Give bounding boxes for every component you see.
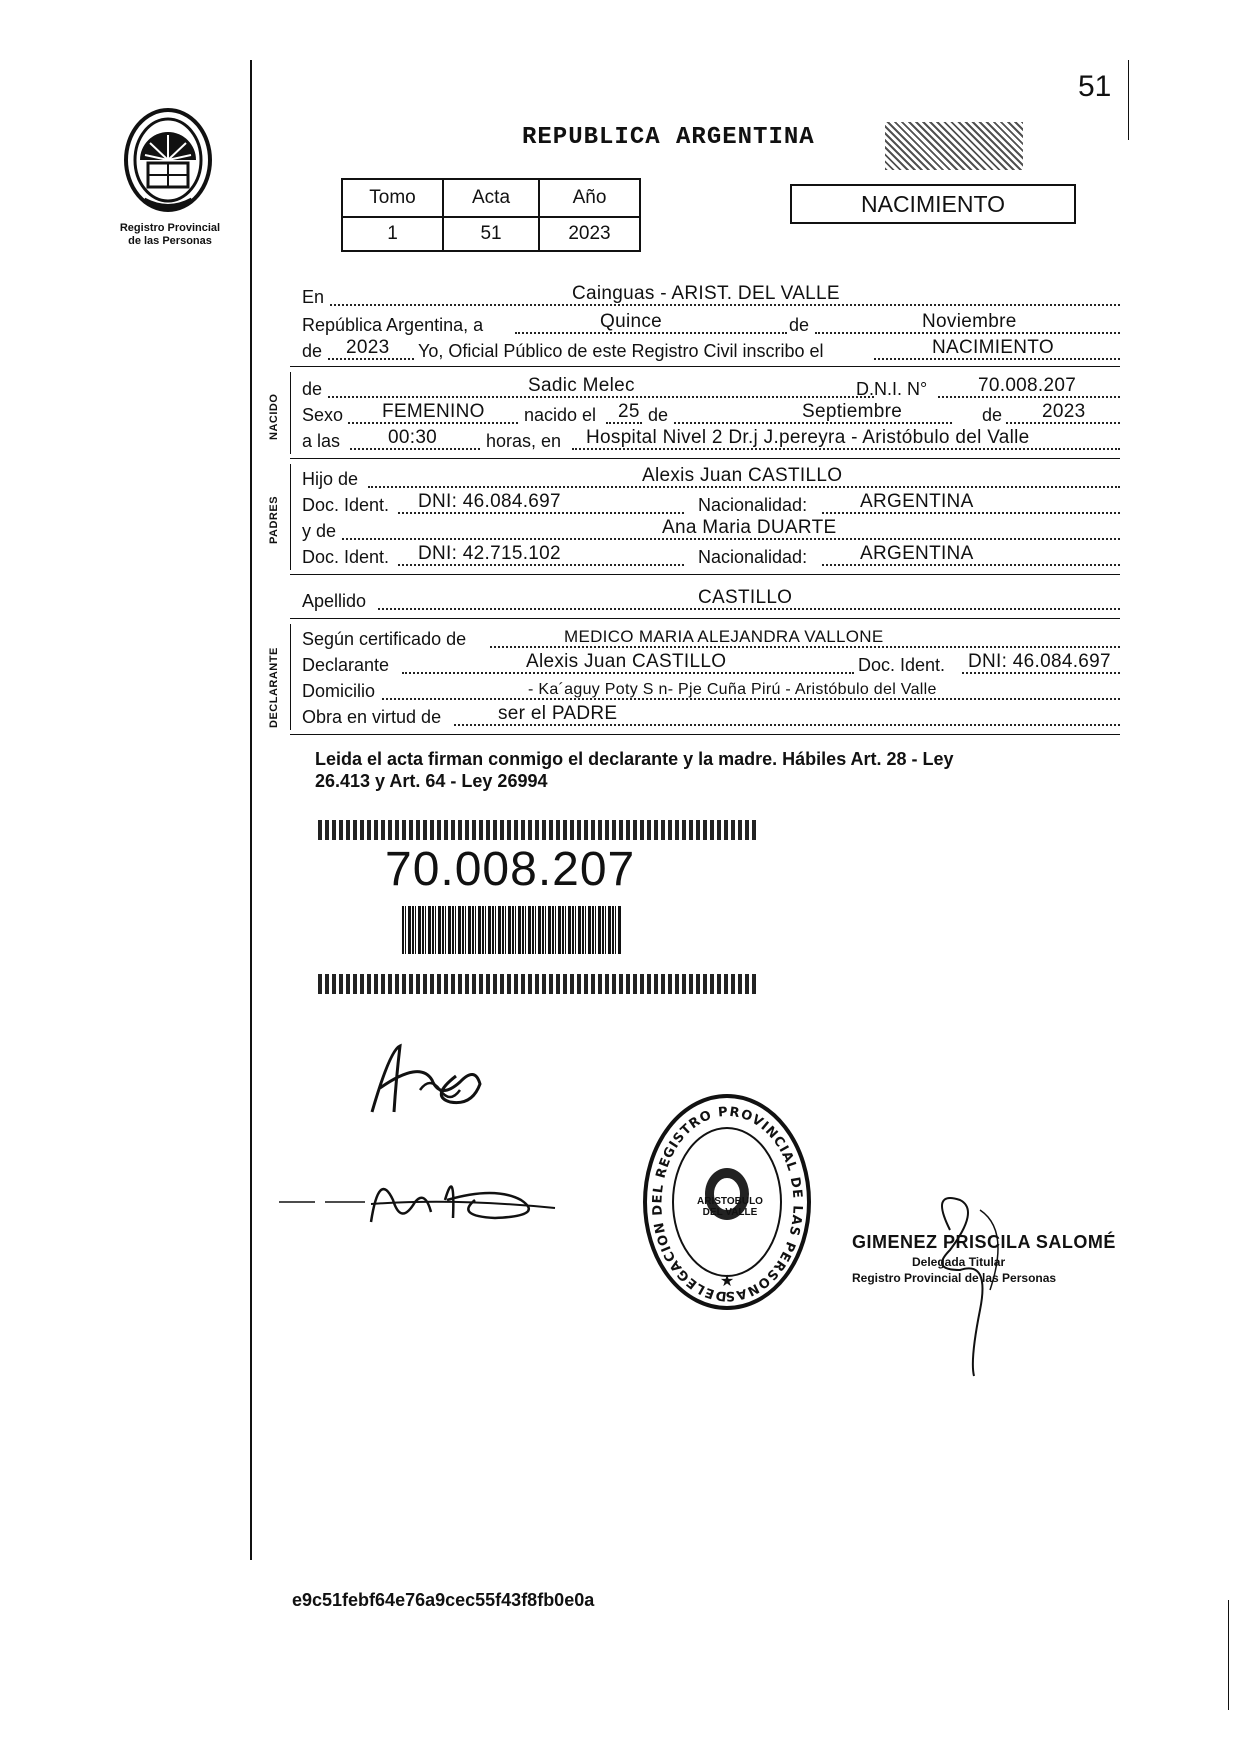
label-republic: República Argentina, a — [302, 315, 484, 335]
label-de: de — [302, 379, 323, 399]
label-nac2: Nacionalidad: — [698, 547, 808, 567]
logo-caption-line2: de las Personas — [128, 235, 212, 247]
value-mother-name: Ana Maria DUARTE — [662, 517, 837, 538]
label-declarante: Declarante — [302, 655, 390, 675]
table-header-ano: Año — [539, 179, 640, 217]
label-de1: de — [789, 315, 810, 335]
value-place: Hospital Nivel 2 Dr.j J.pereyra - Aristóbulo del Valle — [586, 427, 1030, 448]
table-header-acta: Acta — [443, 179, 539, 217]
logo-caption-line1: Registro Provincial — [119, 222, 221, 234]
row-nacido-time — [302, 426, 1120, 454]
label-decl-doc: Doc. Ident. — [858, 655, 946, 675]
label-obra: Obra en virtud de — [302, 707, 442, 727]
value-child-dni: 70.008.207 — [978, 375, 1077, 396]
value-father-nat: ARGENTINA — [860, 491, 974, 512]
row-declarante — [302, 650, 1120, 678]
value-father-doc: DNI: 46.084.697 — [418, 491, 561, 512]
country-title: REPUBLICA ARGENTINA — [522, 124, 815, 151]
official-title: Delegada Titular — [912, 1255, 1006, 1269]
right-margin-line-lower — [1228, 1600, 1229, 1710]
table-value-tomo: 1 — [342, 217, 443, 251]
value-time: 00:30 — [388, 427, 438, 448]
row-en — [302, 282, 1120, 310]
value-act: NACIMIENTO — [932, 337, 1054, 358]
value-cert: MEDICO MARIA ALEJANDRA VALLONE — [564, 627, 884, 646]
value-en: Cainguas - ARIST. DEL VALLE — [572, 283, 840, 304]
province-emblem-icon — [118, 105, 218, 220]
row-year — [302, 336, 1120, 364]
barcode — [402, 906, 622, 954]
document-hash: e9c51febf64e76a9cec55f43f8fb0e0a — [292, 1590, 595, 1610]
table-value-ano: 2023 — [539, 217, 640, 251]
label-horas: horas, en — [486, 431, 562, 451]
label-apellido: Apellido — [302, 591, 367, 611]
registry-table-row — [342, 217, 640, 251]
security-stamp — [885, 122, 1023, 170]
label-doc1: Doc. Ident. — [302, 495, 390, 515]
value-mother-nat: ARGENTINA — [860, 543, 974, 564]
row-mother-doc — [302, 542, 1120, 570]
stamp-pattern-bottom — [318, 974, 758, 994]
label-nac1: Nacionalidad: — [698, 495, 808, 515]
stamp-pattern-top — [318, 820, 758, 840]
row-domicilio — [302, 676, 1120, 704]
section-nacido-label: NACIDO — [268, 393, 280, 440]
officer-text: Yo, Oficial Público de este Registro Civil inscribo el — [418, 341, 824, 361]
value-sexo: FEMENINO — [382, 401, 485, 422]
value-obra: ser el PADRE — [498, 703, 618, 724]
table-value-acta: 51 — [443, 217, 539, 251]
seal-inner-text: ARISTOBULO DEL VALLE — [697, 1196, 763, 1218]
value-day: Quince — [600, 311, 663, 332]
province-logo — [118, 105, 218, 220]
doc-type: NACIMIENTO — [861, 191, 1005, 217]
label-domicilio: Domicilio — [302, 681, 376, 701]
value-declarante: Alexis Juan CASTILLO — [526, 651, 727, 672]
official-signature — [920, 1190, 1040, 1380]
value-birth-year: 2023 — [1042, 401, 1086, 422]
row-nacido-name — [302, 374, 1120, 402]
official-name: GIMENEZ PRISCILA SALOMÉ — [852, 1232, 1116, 1252]
closing-line1: Leida el acta firman conmigo el declarante y la madre. Hábiles Art. 28 - Ley — [315, 749, 954, 769]
seal-ring-text: DELEGACION DEL REGISTRO PROVINCIAL DE LAS PERSONAS — [650, 1104, 805, 1304]
label-doc2: Doc. Ident. — [302, 547, 390, 567]
label-alas: a las — [302, 431, 341, 451]
value-year: 2023 — [346, 337, 390, 358]
closing-text — [315, 748, 954, 792]
label-de-c: de — [982, 405, 1003, 425]
row-obra — [302, 702, 1120, 730]
label-cert: Según certificado de — [302, 629, 467, 649]
official-block — [852, 1232, 1116, 1285]
section-padres-label: PADRES — [268, 495, 280, 544]
row-father-doc — [302, 490, 1120, 518]
registry-table-header — [342, 179, 640, 217]
official-org: Registro Provincial de las Personas — [852, 1271, 1057, 1285]
value-father-name: Alexis Juan CASTILLO — [642, 465, 843, 486]
value-mother-doc: DNI: 42.715.102 — [418, 543, 561, 564]
label-de2: de — [302, 341, 323, 361]
svg-text:★: ★ — [719, 1271, 735, 1290]
label-dni: D.N.I. N° — [856, 379, 928, 399]
row-republic — [302, 310, 1120, 338]
margin-line — [250, 60, 252, 1560]
right-margin-line — [1128, 60, 1129, 140]
label-en: En — [302, 287, 325, 307]
value-apellido: CASTILLO — [698, 587, 793, 608]
row-cert — [302, 624, 1120, 652]
value-decl-doc: DNI: 46.084.697 — [968, 651, 1111, 672]
value-month: Noviembre — [922, 311, 1017, 332]
registry-table — [341, 178, 641, 252]
closing-line2: 26.413 y Art. 64 - Ley 26994 — [315, 771, 548, 791]
row-mother — [302, 516, 1120, 544]
row-apellido — [302, 586, 1120, 614]
signature-2 — [275, 1160, 575, 1240]
label-hijo: Hijo de — [302, 469, 359, 489]
label-sexo: Sexo — [302, 405, 344, 425]
label-yde: y de — [302, 521, 337, 541]
page-number: 51 — [1078, 70, 1112, 103]
label-de-b: de — [648, 405, 669, 425]
label-nacido: nacido el — [524, 405, 597, 425]
value-domicilio: - Ka´aguy Poty S n- Pje Cuña Pirú - Aristóbulo del Valle — [528, 681, 937, 698]
row-father — [302, 464, 1120, 492]
stamp-id-number: 70.008.207 — [385, 843, 636, 896]
value-birth-month: Septiembre — [802, 401, 903, 422]
value-birth-day: 25 — [618, 401, 640, 422]
section-declarante-label: DECLARANTE — [268, 647, 280, 728]
signature-1 — [360, 1040, 500, 1120]
value-child-name: Sadic Melec — [528, 375, 635, 396]
logo-caption — [100, 222, 240, 248]
table-header-tomo: Tomo — [342, 179, 443, 217]
row-nacido-sexo — [302, 400, 1120, 428]
doc-type-box — [790, 184, 1076, 224]
